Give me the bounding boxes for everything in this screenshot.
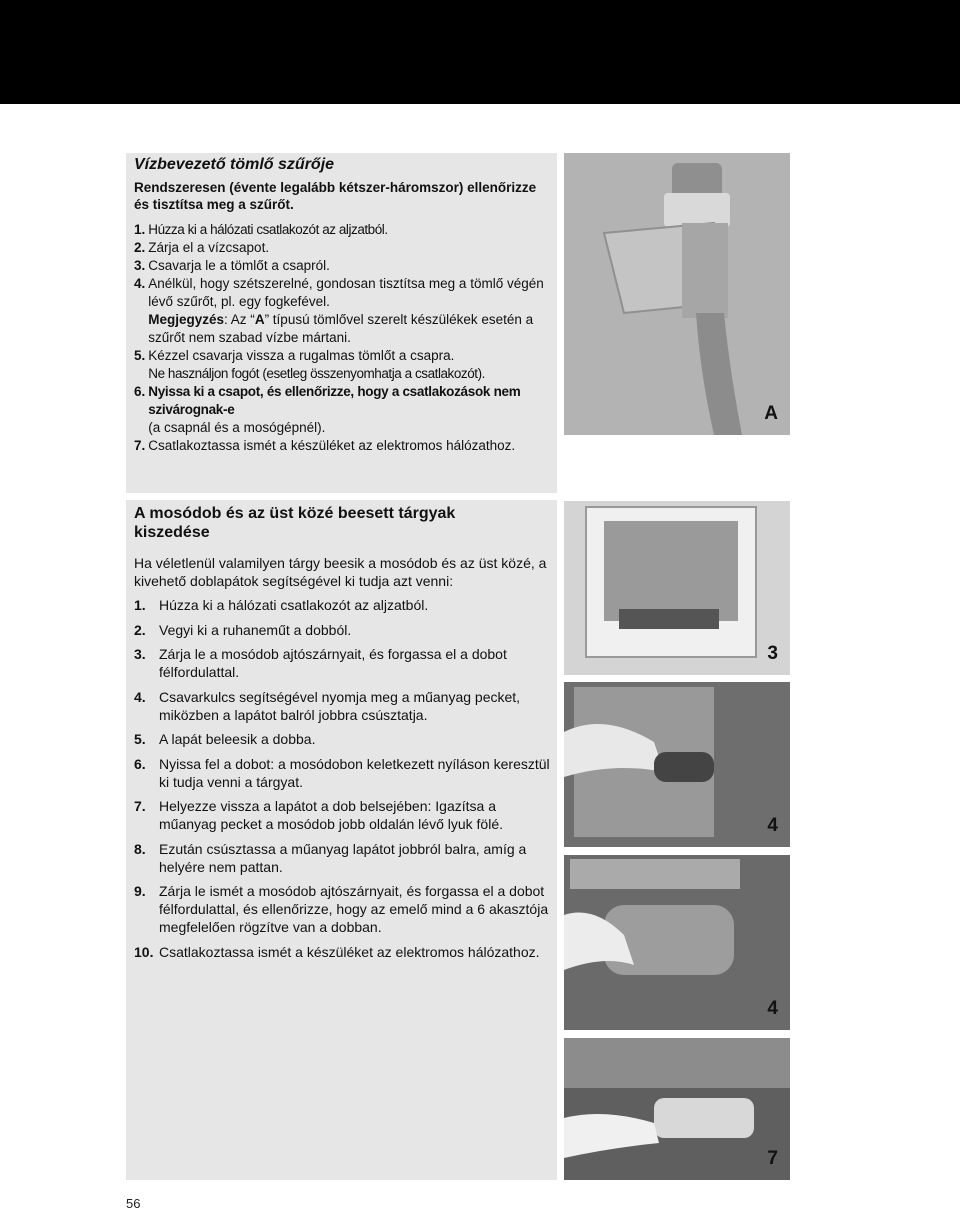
- step-number: 5.: [134, 731, 146, 747]
- step-text: Zárja le ismét a mosódob ajtószárnyait, és forgassa el a dobot félfordulattal, és ellenőrizze, hogy az emelő mind a 6 akasztója megfelelően rögzítve van a dobban.: [159, 883, 549, 935]
- step-text: Anélkül, hogy szétszerelné, gondosan tisztítsa meg a tömlő végén lévő szűrőt, pl. egy fogkefével.: [148, 276, 544, 309]
- list-item: [134, 730, 554, 748]
- step-text: Zárja el a vízcsapot.: [148, 240, 270, 255]
- steps-list: [134, 221, 552, 455]
- step-text: Ezután csúsztassa a műanyag lapátot jobbról balra, amíg a helyére nem pattan.: [159, 840, 527, 875]
- photo-step-4-second: [564, 855, 790, 1030]
- photo-step-4-first: [564, 682, 790, 847]
- step-number: 9.: [134, 883, 146, 899]
- step-extra: Ne használjon fogót (esetleg összenyomhatja a csatlakozót).: [148, 366, 485, 381]
- list-item: [134, 347, 552, 383]
- step-number: 4.: [134, 276, 146, 291]
- section-title: A mosódob és az üst közé beesett tárgyak kiszedése: [134, 505, 456, 541]
- list-item: [134, 437, 552, 455]
- step-number: 3.: [134, 258, 146, 273]
- step-text: Csavarkulcs segítségével nyomja meg a műanyag pecket, miközben a lapátot balról jobbra csúsztatja.: [159, 688, 521, 723]
- hose-illustration: [564, 153, 790, 435]
- note-emphasis: A: [254, 312, 265, 327]
- drum-illustration: [564, 501, 790, 675]
- photo-label: A: [764, 403, 778, 424]
- list-item: [134, 275, 552, 347]
- drum-illustration: [564, 855, 790, 1030]
- step-text: Húzza ki a hálózati csatlakozót az aljzatból.: [148, 222, 388, 237]
- step-number: 4.: [134, 688, 146, 705]
- step-number: 1.: [134, 222, 146, 237]
- step-number: 7.: [134, 798, 146, 814]
- drum-illustration: [564, 1038, 790, 1180]
- step-number: 1.: [134, 597, 146, 613]
- photo-label: 4: [767, 815, 778, 836]
- step-extra: (a csapnál és a mosógépnél).: [148, 420, 326, 435]
- step-number: 2.: [134, 240, 146, 255]
- photo-label: 3: [767, 643, 778, 664]
- list-item: [134, 221, 552, 239]
- header-bar: [0, 0, 960, 104]
- section-lead: Ha véletlenül valamilyen tárgy beesik a mosódob és az üst közé, a kivehető doblapátok segítségével ki tudja azt venni:: [134, 555, 547, 589]
- step-text: Csatlakoztassa ismét a készüléket az elektromos hálózathoz.: [159, 943, 540, 960]
- step-text: Zárja le a mosódob ajtószárnyait, és forgassa el a dobot félfordulattal.: [159, 646, 507, 680]
- list-item: [134, 257, 552, 275]
- list-item: [134, 840, 554, 876]
- list-item: [134, 688, 554, 724]
- step-text: Csatlakoztassa ismét a készüléket az elektromos hálózathoz.: [148, 438, 516, 453]
- step-text: Vegyi ki a ruhaneműt a dobból.: [159, 621, 352, 638]
- step-number: 5.: [134, 348, 146, 363]
- step-number: 10.: [134, 943, 154, 960]
- photo-label: 7: [767, 1148, 778, 1169]
- section-drum-object-removal: [126, 500, 557, 1180]
- step-text: Húzza ki a hálózati csatlakozót az aljzatból.: [159, 597, 429, 613]
- drum-illustration: [564, 682, 790, 847]
- step-text: Nyissa ki a csapot, és ellenőrizze, hogy a csatlakozások nem szivárognak-e: [148, 384, 521, 417]
- note-text-pre: : Az “: [224, 312, 255, 327]
- step-text: Nyissa fel a dobot: a mosódobon keletkezett nyíláson keresztül ki tudja venni a tárgyat.: [159, 755, 550, 790]
- steps-list: [134, 596, 554, 967]
- section-title: Vízbevezető tömlő szűrője: [134, 156, 335, 173]
- list-item: [134, 645, 554, 681]
- step-body: [148, 275, 552, 347]
- list-item: [134, 596, 554, 614]
- list-item: [134, 755, 554, 791]
- list-item: [134, 239, 552, 257]
- photo-hose-filter: [564, 153, 790, 435]
- list-item: [134, 882, 554, 936]
- photo-step-3: [564, 501, 790, 675]
- step-text: Csavarja le a tömlőt a csapról.: [148, 258, 330, 273]
- step-body: [148, 347, 552, 383]
- photo-step-7: [564, 1038, 790, 1180]
- note-text-post: ” típusú tömlővel szerelt készülékek esetén a szűrőt nem szabad vízbe mártani.: [148, 312, 534, 345]
- photo-label: 4: [767, 998, 778, 1019]
- list-item: [134, 943, 554, 961]
- step-number: 6.: [134, 755, 146, 772]
- section-inlet-hose-filter: [126, 153, 557, 493]
- page-number: 56: [126, 1196, 141, 1211]
- step-body: [148, 383, 552, 437]
- note-label: Megjegyzés: [148, 312, 225, 327]
- step-number: 8.: [134, 840, 146, 857]
- section-lead: Rendszeresen (évente legalább kétszer-háromszor) ellenőrizze és tisztítsa meg a szűrőt.: [134, 180, 537, 212]
- step-text: A lapát beleesik a dobba.: [159, 731, 316, 747]
- step-text: Kézzel csavarja vissza a rugalmas tömlőt a csapra.: [148, 348, 455, 363]
- list-item: [134, 797, 554, 833]
- step-text: Helyezze vissza a lapátot a dob belsejében: Igazítsa a műanyag pecket a mosódob jobb oldalán lévő lyuk fölé.: [159, 798, 503, 832]
- list-item: [134, 383, 552, 437]
- step-number: 6.: [134, 384, 146, 399]
- step-number: 3.: [134, 646, 146, 662]
- list-item: [134, 621, 554, 639]
- step-number: 7.: [134, 438, 146, 453]
- step-number: 2.: [134, 621, 146, 638]
